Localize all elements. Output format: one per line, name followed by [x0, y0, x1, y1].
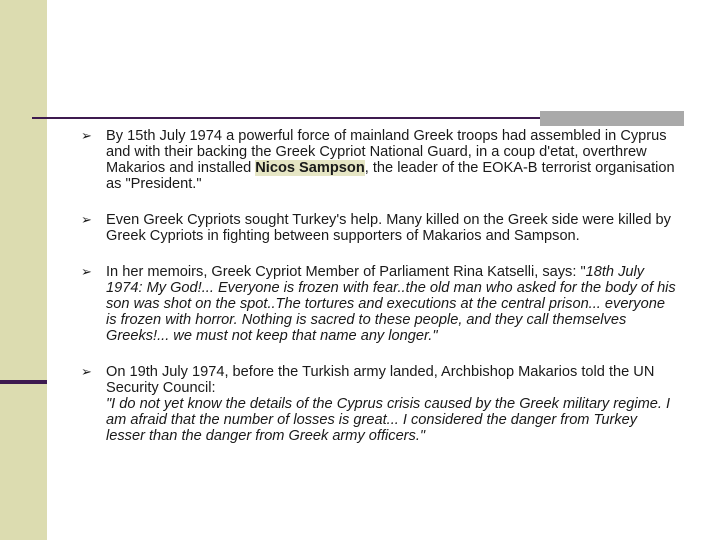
- slide-side-bar-marker: [0, 380, 47, 384]
- highlighted-name: Nicos Sampson: [255, 160, 365, 176]
- arrow-bullet-icon: ➢: [81, 364, 92, 379]
- slide-side-bar: [0, 0, 47, 540]
- bullet-text: [106, 128, 678, 192]
- bullet-item-makarios: [78, 364, 678, 444]
- title-accent-bar: [540, 111, 684, 126]
- bullet-item-coup: [78, 128, 678, 192]
- bullet-text: Even Greek Cypriots sought Turkey's help. Many killed on the Greek side were killed by Greek Cypriots in fighting between supporters of Makarios and Sampson.: [106, 212, 671, 244]
- bullet-item-katselli: [78, 264, 678, 344]
- arrow-bullet-icon: ➢: [81, 212, 92, 227]
- bullet-item-turkey-help: [78, 212, 678, 244]
- bullet-quote: "I do not yet know the details of the Cyprus crisis caused by the Greek military regime. I am afraid that the number of losses is great... I considered the danger from Turkey lesser than the danger from Greek army officers.": [106, 396, 671, 444]
- bullet-text-intro: On 19th July 1974, before the Turkish army landed, Archbishop Makarios told the UN Security Council:: [106, 364, 655, 396]
- bullet-quote: 18th July 1974: My God!... Everyone is frozen with fear..the old man who asked for the body of his son was shot on the spot..The tortures and executions at the central prison... everyone is frozen with horror. Nothing is sacred to these people, and they call themselves Greeks!... we must not keep that name any longer.": [106, 264, 676, 344]
- slide-body: [78, 128, 678, 464]
- bullet-text-intro: In her memoirs, Greek Cypriot Member of Parliament Rina Katselli, says: ": [106, 264, 586, 280]
- bullet-text: [106, 364, 678, 444]
- bullet-text-intro: By 15th July 1974 a powerful force of mainland Greek troops had assembled in Cyprus and with their backing the Greek Cypriot National Guard, in a coup d'etat, overthrew Makarios and installed: [106, 128, 667, 176]
- arrow-bullet-icon: ➢: [81, 264, 92, 279]
- bullet-text-outro: , the leader of the EOKA-B terrorist organisation as "President.": [106, 160, 675, 192]
- arrow-bullet-icon: ➢: [81, 128, 92, 143]
- bullet-text: [106, 264, 678, 344]
